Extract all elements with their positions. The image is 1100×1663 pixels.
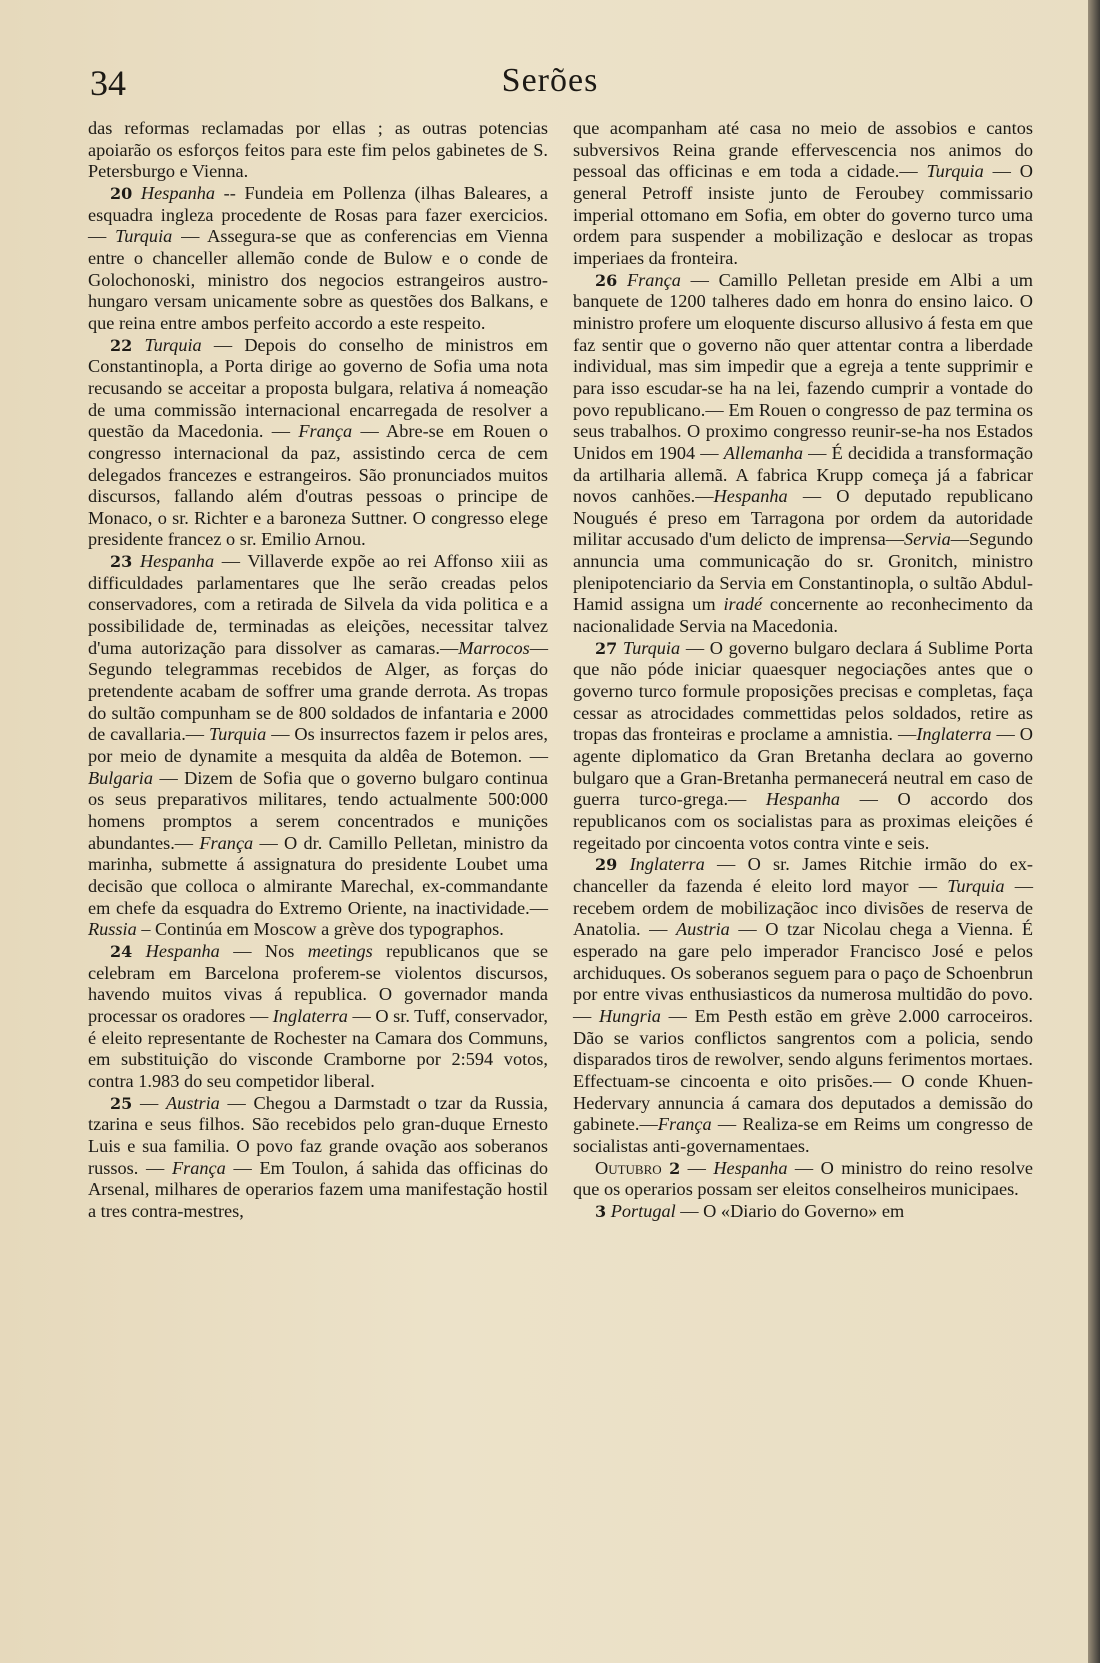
text-run: — Em Pesth estão em grève 2.000 carroceiros. Dão se varios conflictos sangrentos com a policia, sendo disparados tiros de rewolver, sendo alguns ferimentos mortaes. Effectuam-se cincoenta e oito prisões.— O conde Khuen-Hedervary annuncia á camara dos deputados a demissão do gabinete.— bbox=[573, 1005, 1033, 1135]
country-heading: Hespanha bbox=[139, 551, 215, 572]
country-heading: Marrocos bbox=[458, 637, 530, 658]
country-heading: França bbox=[657, 1114, 712, 1135]
text-run: das reformas reclamadas por ellas ; as outras potencias apoiarão os esforços feitos para este fim pelos gabinetes de S. Petersburgo e Vienna. bbox=[88, 118, 548, 182]
country-heading: Turquia bbox=[144, 334, 202, 355]
country-heading: Turquia bbox=[115, 226, 173, 247]
country-heading: Turquia bbox=[209, 724, 267, 745]
text-run: que acompanham até casa no meio de assobios e cantos subversivos Reina grande effervescencia nos animos do pessoal das officinas e em toda a cidade.— bbox=[573, 118, 1033, 182]
country-heading: Inglaterra bbox=[629, 854, 705, 875]
text-run: – Continúa em Moscow a grève dos typographos. bbox=[136, 919, 504, 940]
text-run bbox=[617, 270, 627, 290]
text-run: republicanos que se celebram em Barcelona proferem-se violentos discursos, havendo muitos vivas á republica. O governador manda processar os oradores — bbox=[88, 940, 548, 1026]
paragraph bbox=[88, 941, 548, 1093]
text-run bbox=[132, 183, 141, 203]
text-run: — O «Diario do Governo» em bbox=[675, 1200, 905, 1221]
text-run: — Em Toulon, á sahida das officinas do Arsenal, milhares de operarios fazem uma manifestação hostil a tres contra-mestres, bbox=[88, 1157, 548, 1221]
day-number: 24 bbox=[110, 941, 133, 961]
country-heading: Portugal bbox=[610, 1200, 676, 1221]
paragraph bbox=[573, 854, 1033, 1157]
country-heading: Hungria bbox=[598, 1005, 661, 1026]
text-run: — O sr. Tuff, conservador, é eleito representante de Rochester na Camara dos Communs, em substituição do visconde Cramborne por 2:594 votos, contra 1.983 do seu competidor liberal. bbox=[88, 1005, 548, 1091]
paragraph bbox=[88, 335, 548, 552]
country-heading: Inglaterra bbox=[272, 1005, 348, 1026]
country-heading: Hespanha bbox=[145, 940, 220, 961]
paragraph bbox=[573, 638, 1033, 855]
text-run: — Realiza-se em Reims um congresso de socialistas anti-governamentaes. bbox=[573, 1114, 1033, 1156]
text-run: — recebem ordem de mobilizaçãoc inco divisões de reserva de Anatolia. — bbox=[573, 875, 1033, 940]
text-run: — O agente diplomatico da Gran Bretanha declara ao governo bulgaro que a Gran-Bretanha permanecerá neutral em caso de guerra turco-grega.— bbox=[573, 724, 1034, 810]
paragraph bbox=[88, 118, 548, 183]
text-run: — Abre-se em Rouen o congresso internacional da paz, assistindo cerca de cem delegados francezes e estrangeiros. São pronunciados muitos discursos, fallando além d'outras pessoas o principe de Monaco, o sr. Richter e a baroneza Suttner. O congresso elege presidente francez o sr. Emilio Arnou. bbox=[88, 421, 548, 550]
paragraph bbox=[573, 1158, 1033, 1201]
page-edge-shadow bbox=[1088, 0, 1100, 1663]
text-run: — O deputado republicano Nougués é preso em Tarragona por ordem da autoridade militar accusado d'um delicto de imprensa— bbox=[573, 486, 1033, 550]
country-heading: Inglaterra bbox=[916, 724, 992, 745]
right-text-column bbox=[573, 118, 1033, 1222]
day-number: 25 bbox=[110, 1093, 133, 1113]
day-number: 29 bbox=[595, 855, 618, 875]
text-run bbox=[132, 335, 144, 355]
country-heading: iradé bbox=[723, 594, 763, 615]
country-heading: França bbox=[627, 269, 681, 290]
country-heading: França bbox=[171, 1157, 226, 1178]
country-heading: Hespanha bbox=[713, 486, 788, 507]
country-heading: Austria bbox=[675, 919, 730, 940]
country-heading: meetings bbox=[307, 940, 373, 961]
text-run bbox=[132, 551, 140, 571]
day-number: 26 bbox=[595, 270, 618, 290]
month-heading: Outubro bbox=[595, 1157, 662, 1178]
text-run: — O dr. Camillo Pelletan, ministro da marinha, submette á assignatura do presidente Loubet uma decisão que colloca o almirante Marechal, ex-commandante em chefe da esquadra do Extremo Oriente, na inactividade.— bbox=[88, 832, 548, 918]
country-heading: França bbox=[199, 832, 254, 853]
text-run: — O governo bulgaro declara á Sublime Porta que não póde iniciar quaesquer negociações antes que o governo turco formule proposições precisas e completas, faça cessar as atrocidades commettidas pelos soldados, retire as tropas das fronteiras e proclame a amnistia. — bbox=[573, 637, 1033, 745]
text-run: —Segundo telegrammas recebidos de Alger, as forças do pretendente acabam de soffrer uma grande derrota. As tropas do sultão compunham se de 800 soldados de infantaria e 2000 de cavallaria.— bbox=[88, 637, 548, 745]
text-run: — bbox=[680, 1157, 714, 1178]
country-heading: Turquia bbox=[926, 161, 984, 182]
text-run: — Os insurrectos fazem ir pelos ares, por meio de dynamite a mesquita da aldêa de Botemon. — bbox=[88, 724, 548, 767]
text-run: — O tzar Nicolau chega a Vienna. É esperado na gare pelo imperador Francisco José e pelos archiduques. Os soberanos seguem para o paço de Schoenbrun por entre vivas enthusiasticos da numerosa multidão do povo.— bbox=[573, 919, 1033, 1026]
country-heading: Hespanha bbox=[713, 1157, 788, 1178]
text-run: — É decidida a transformação da artilharia allemã. A fabrica Krupp começa já a fabricar novos canhões.— bbox=[573, 442, 1033, 507]
country-heading: França bbox=[298, 421, 353, 442]
text-run: — O ministro do reino resolve que os operarios possam ser eleitos conselheiros municipaes. bbox=[573, 1157, 1034, 1200]
text-run: -- Fundeia em Pollenza (ilhas Baleares, a esquadra ingleza procedente de Rosas para fazer exercicios. — bbox=[88, 182, 548, 247]
running-title: Serões bbox=[501, 62, 599, 99]
paragraph bbox=[88, 551, 548, 941]
country-heading: Hespanha bbox=[765, 789, 841, 810]
paragraph bbox=[573, 1201, 1033, 1223]
text-run bbox=[617, 854, 629, 874]
country-heading: Allemanha bbox=[723, 442, 803, 463]
text-run: — O accordo dos republicanos com os socialistas para as proximas eleições é regeitado por cincoenta votos contra vinte e seis. bbox=[573, 789, 1033, 853]
country-heading: Turquia bbox=[947, 875, 1005, 896]
text-run: concernente ao reconhecimento da nacionalidade Servia na Macedonia. bbox=[573, 594, 1033, 637]
page-number: 34 bbox=[90, 63, 126, 103]
day-number: 22 bbox=[110, 335, 133, 355]
paragraph bbox=[573, 118, 1033, 270]
country-heading: Hespanha bbox=[140, 182, 216, 203]
day-number: 20 bbox=[110, 183, 133, 203]
text-run: — Depois do conselho de ministros em Constantinopla, a Porta dirige ao governo de Sofia uma nota recusando se acceitar a proposta bulgara, relativa á nomeação de uma commissão internacional encarregada de resolver a questão da Macedonia. — bbox=[88, 334, 548, 442]
text-run: — Villaverde expõe ao rei Affonso xiii as difficuldades parlamentares que lhe serão creadas pelos conservadores, com a retirada de Silvela da vida politica e a possibilidade de, terminadas as eleições, necessitar talvez d'uma autorização para dissolver as camaras.— bbox=[88, 551, 548, 658]
text-run: — O sr. James Ritchie irmão do ex-chanceller da fazenda é eleito lord mayor — bbox=[573, 854, 1033, 896]
country-heading: Russia bbox=[88, 919, 137, 940]
text-run: — Nos bbox=[219, 940, 308, 961]
day-number: 23 bbox=[110, 552, 133, 572]
text-run: — Camillo Pelletan preside em Albi a um banquete de 1200 talheres dado em honra do ensino laico. O ministro profere um eloquente discurso allusivo á festa em que faz sentir que o governo não quer attentar contra a liberdade individual, mas sim impedir que a egreja a tente supprimir e para isso escudar-se ha na lei, fazendo cumprir a vontade do povo republicano.— Em Rouen o congresso de paz termina os seus trabalhos. O proximo congresso reunir-se-ha nos Estados Unidos em 1904 — bbox=[573, 269, 1033, 463]
day-number: 3 bbox=[595, 1201, 607, 1221]
country-heading: Austria bbox=[165, 1092, 220, 1113]
paragraph bbox=[573, 270, 1033, 638]
day-number: 2 bbox=[669, 1158, 681, 1178]
text-run: —Segundo annuncia uma communicação do sr. Gronitch, ministro plenipotenciario da Servia em Constantinopla, o sultão Abdul-Hamid assigna um bbox=[573, 529, 1033, 615]
day-number: 27 bbox=[595, 638, 618, 658]
text-run: — Assegura-se que as conferencias em Vienna entre o chanceller allemão conde de Bulow e o conde de Golochonoski, ministro dos negocios estrangeiros austro-hungaro versam unicamente sobre as questões dos Balkans, e que reina entre ambos perfeito accordo a este respeito. bbox=[88, 226, 548, 333]
paragraph bbox=[88, 183, 548, 335]
country-heading: Bulgaria bbox=[88, 767, 154, 788]
text-run: — Chegou a Darmstadt o tzar da Russia, tzarina e seus filhos. São recebidos pelo gran-duque Ernesto Luis e sua familia. O povo faz grande ovação aos soberanos russos. — bbox=[88, 1092, 548, 1178]
country-heading: Servia bbox=[904, 529, 951, 550]
paragraph bbox=[88, 1093, 548, 1223]
left-text-column bbox=[88, 118, 548, 1222]
text-run: — Dizem de Sofia que o governo bulgaro continua os seus preparativos militares, tendo actualmente 500:000 homens promptos a serem concentrados e munições abundantes.— bbox=[88, 767, 548, 853]
country-heading: Turquia bbox=[622, 637, 681, 658]
text-run bbox=[132, 941, 145, 961]
text-run bbox=[662, 1158, 669, 1178]
text-run: — O general Petroff insiste junto de Feroubey commissario imperial ottomano em Sofia, em obter do governo turco uma ordem para suspender a mobilização e deslocar as tropas imperiaes da fronteira. bbox=[573, 161, 1034, 268]
text-run: — bbox=[132, 1092, 166, 1113]
